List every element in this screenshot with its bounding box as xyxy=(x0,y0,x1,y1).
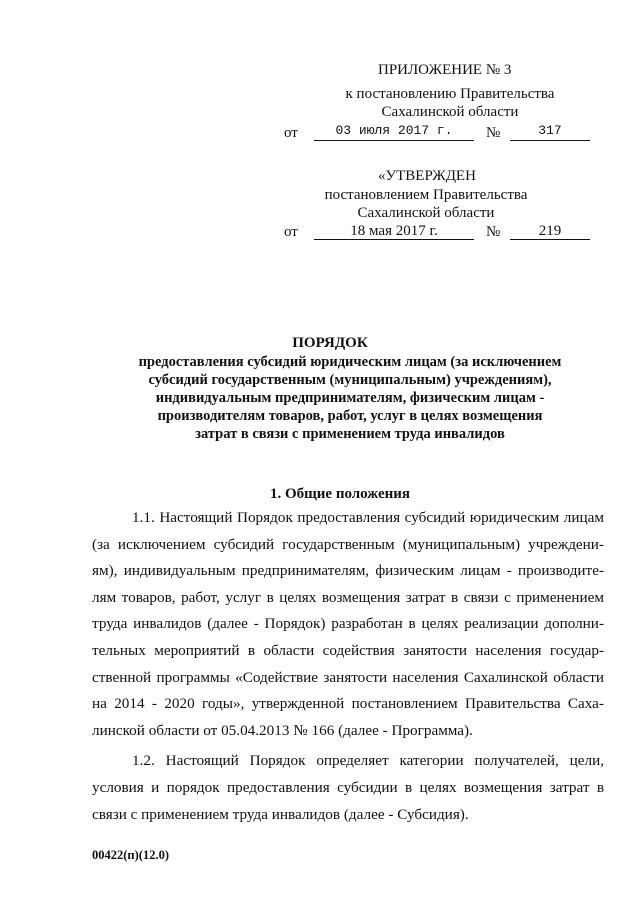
appendix-number-label: № xyxy=(486,125,501,141)
body-text xyxy=(92,505,604,828)
appendix-number: 317 xyxy=(510,123,590,141)
appendix-title: ПРИЛОЖЕНИЕ № 3 xyxy=(378,62,512,78)
paragraph-1-1: 1.1. Настоящий Порядок предоставления субсидий юридическим лицам (за исключением субсидий государственным (муниципальным) учреждени-ям), индивидуальным предпринимателям, физическим лицам - производите-лям товаров, работ, услуг в целях возмещения затрат в связи с применением труда инвалидов (далее - Порядок) разработан в целях реализации дополни-тельных мероприятий в области содействия занятости населения государ-ственной программы «Содействие занятости населения Сахалинской области на 2014 - 2020 годы», утвержденной постановлением Правительства Саха-линской области от 05.04.2013 № 166 (далее - Программа). xyxy=(92,509,604,739)
approved-line-2: Сахалинской области xyxy=(357,205,495,221)
footer-code: 00422(п)(12.0) xyxy=(92,848,169,862)
document-title: ПОРЯДОК xyxy=(292,335,368,351)
appendix-from-label: от xyxy=(284,125,298,141)
section-heading: 1. Общие положения xyxy=(269,486,411,502)
appendix-line-2: Сахалинской области xyxy=(381,104,519,120)
paragraph-1-2: 1.2. Настоящий Порядок определяет категории получателей, цели, условия и порядок предоставления субсидии в целях возмещения затрат в связи с применением труда инвалидов (далее - Субсидия). xyxy=(92,752,604,823)
appendix-line-1: к постановлению Правительства xyxy=(345,86,555,102)
approved-number-label: № xyxy=(486,224,501,240)
approved-line-1: постановлением Правительства xyxy=(324,187,528,203)
appendix-date: 03 июля 2017 г. xyxy=(314,123,474,141)
approved-date: 18 мая 2017 г. xyxy=(314,222,474,240)
subtitle-line: предоставления субсидий юридическим лицам (за исключением xyxy=(138,354,562,370)
document-subtitle xyxy=(80,353,620,443)
approved-number: 219 xyxy=(510,222,590,240)
subtitle-line: субсидий государственным (муниципальным) учреждениям), xyxy=(148,372,552,388)
subtitle-line: производителям товаров, работ, услуг в целях возмещения xyxy=(157,408,543,424)
approved-title: «УТВЕРЖДЕН xyxy=(378,168,476,184)
subtitle-line: индивидуальным предпринимателям, физическим лицам - xyxy=(155,390,545,406)
subtitle-line: затрат в связи с применением труда инвалидов xyxy=(195,426,505,442)
approved-from-label: от xyxy=(284,224,298,240)
